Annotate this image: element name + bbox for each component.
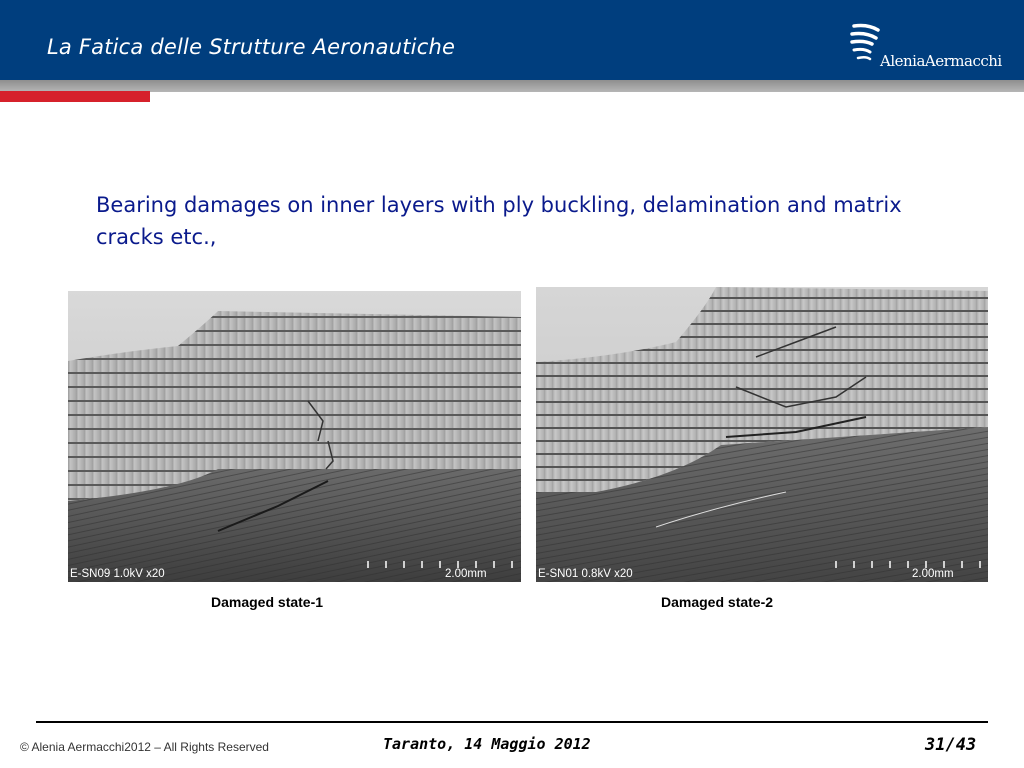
sem-scale: 2.00mm [912,568,954,580]
presentation-title: La Fatica delle Strutture Aeronautiche [47,35,456,59]
footer-divider [36,721,988,723]
sem-image-damaged-state-1 [68,291,521,582]
copyright-notice: © Alenia Aermacchi2012 – All Rights Reserved [20,740,269,754]
header-bar [0,0,1024,80]
sem-label: E-SN09 1.0kV x20 [70,568,165,580]
sem-image-damaged-state-2 [536,287,988,582]
caption-damaged-state-2: Damaged state-2 [661,594,774,610]
header-grey-band [0,80,1024,92]
place-date: Taranto, 14 Maggio 2012 [383,735,591,753]
sem-scale: 2.00mm [445,568,487,580]
alenia-aermacchi-logo [848,22,1013,74]
caption-damaged-state-1: Damaged state-1 [211,594,324,610]
header-red-accent [0,91,150,102]
page-number: 31/43 [925,735,977,755]
sem-label: E-SN01 0.8kV x20 [538,568,633,580]
logo-text: AleniaAermacchi [880,52,1002,70]
slide-description: Bearing damages on inner layers with ply buckling, delamination and matrix cracks etc., [96,193,902,249]
